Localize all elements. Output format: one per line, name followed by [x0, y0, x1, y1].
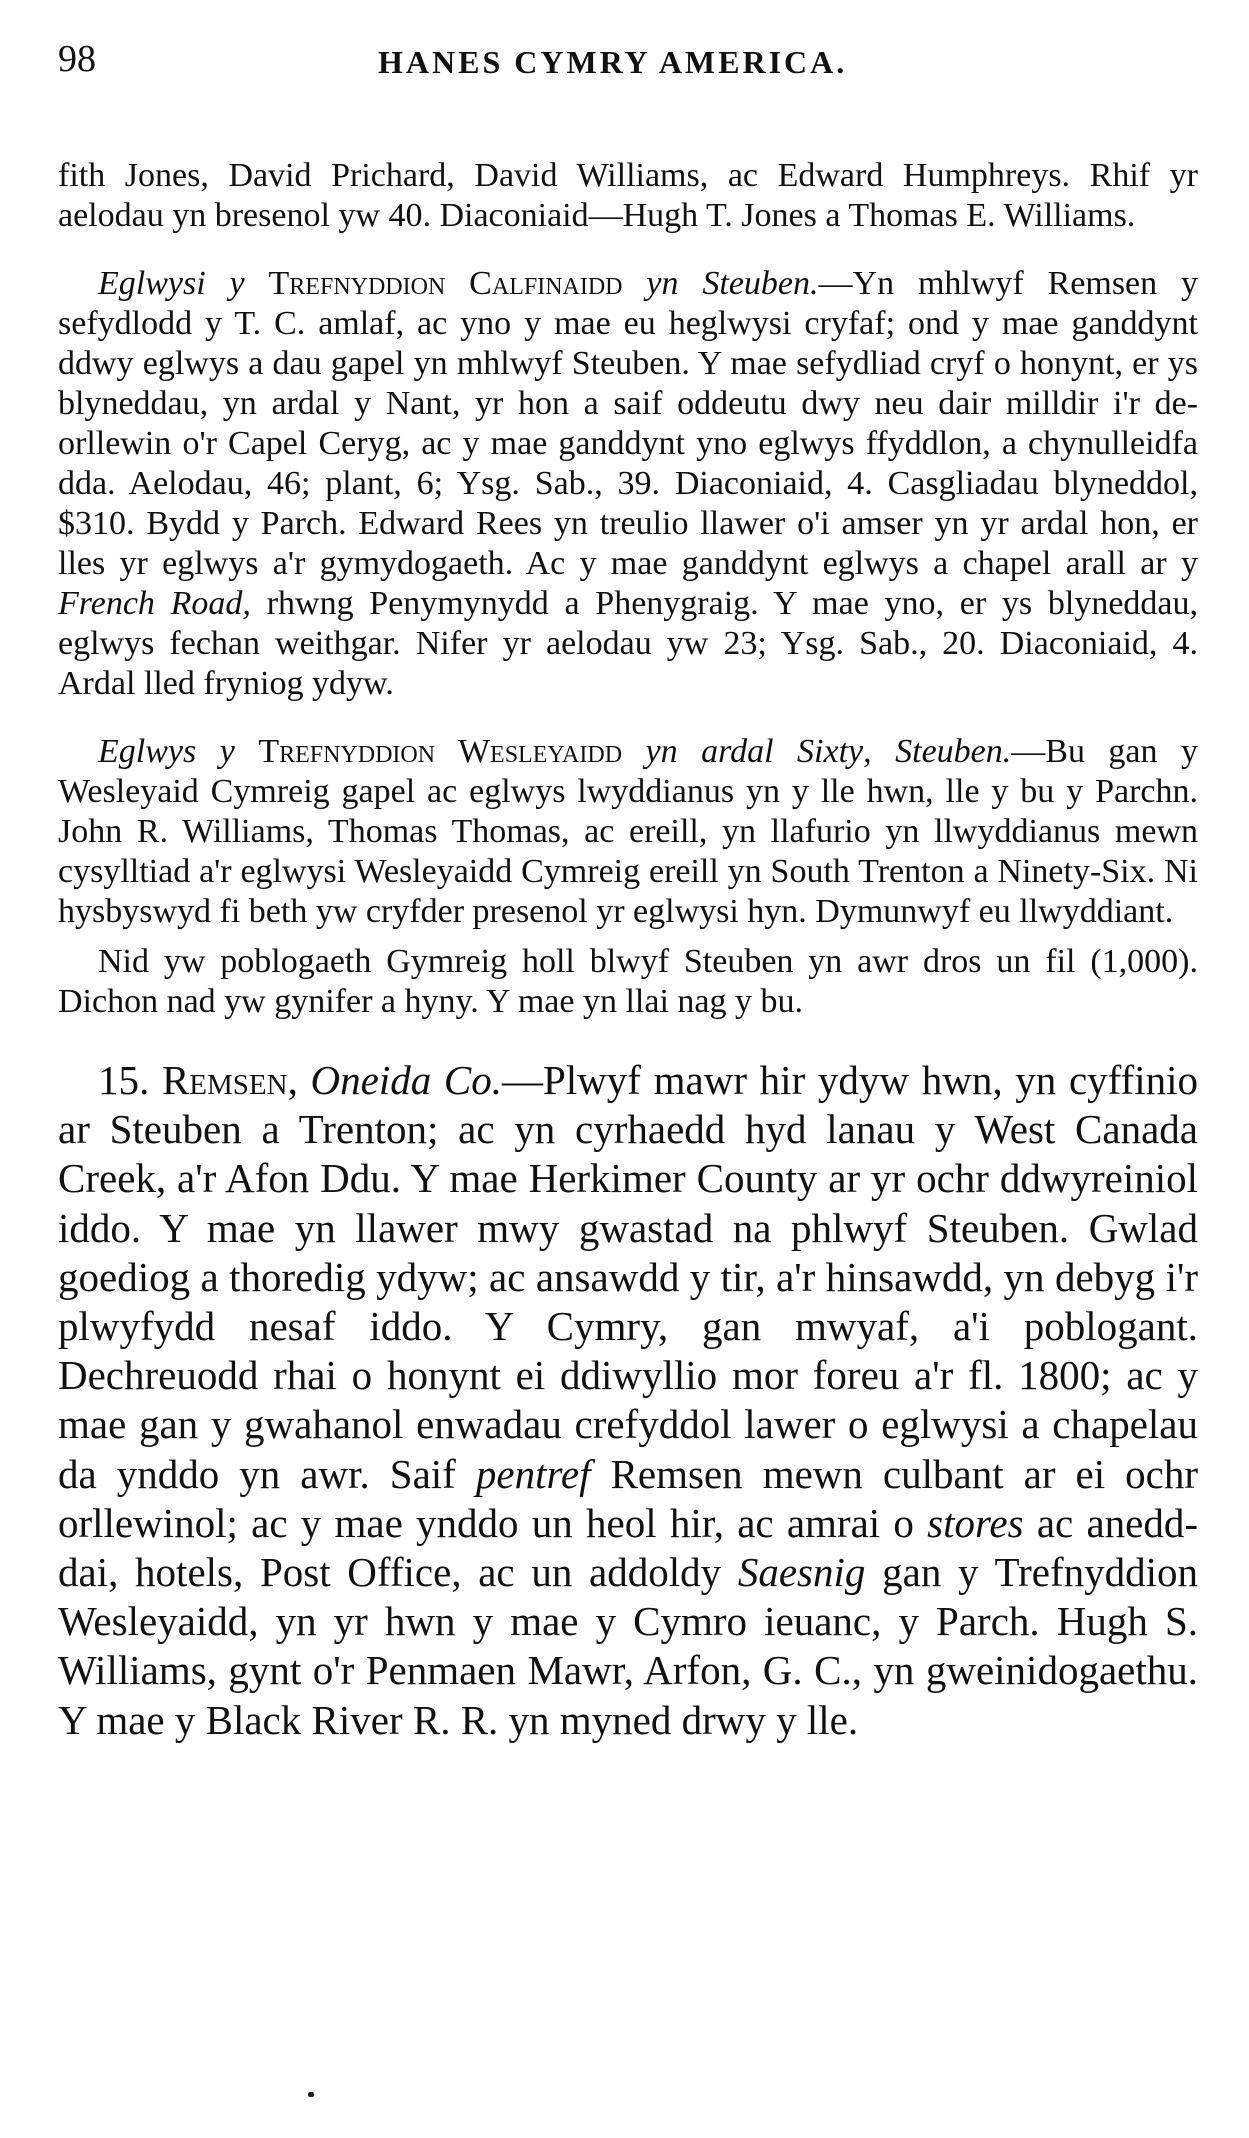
section-place: Remsen	[161, 1057, 288, 1103]
saesnig-italic: Saesnig	[737, 1549, 866, 1596]
section-body-1: —Plwyf mawr hir ydyw hwn, yn cyffinio ar Steuben a Trenton; ac yn cyrhaedd hyd lanau y West Canada Creek, a'r Afon Ddu. Y mae Herkimer County ar yr ochr ddwyreiniol iddo. Y mae yn llawer mwy gwastad na phlwyf Steuben. Gwlad goediog a thoredig ydyw; ac ansawdd y tir, a'r hinsawdd, yn debyg i'r plwyfydd nesaf iddo. Y Cymry, gan mwyaf, a'i poblogant. Dechreuodd rhai o honynt ei ddiwyllio mor foreu a'r fl. 1800; ac y mae gan y gwahanol enwadau crefyddol lawer o eglwysi a chapelau da ynddo yn awr. Saif	[58, 1057, 1198, 1497]
section-paragraph	[58, 1056, 1198, 1745]
lead-italic-place: yn Steuben.	[646, 265, 819, 302]
print-speck	[308, 2092, 314, 2097]
section-body-4: gan y Trefnyddion Wesleyaidd, yn yr hwn y mae y Cymro ieuanc, y Parch. Hugh S. Williams, gynt o'r Penmaen Mawr, Arfon, G. C., yn gweinidogaethu. Y mae y Black River R. R. yn myned drwy y lle.	[58, 1549, 1199, 1743]
page-number: 98	[58, 38, 96, 80]
small-print-section	[58, 156, 1198, 1022]
section-number: 15.	[98, 1057, 150, 1103]
lead-italic-place: yn ardal Sixty	[645, 733, 864, 770]
paragraph-text: Nid yw poblogaeth Gymreig holl blwyf Steuben yn awr dros un fil (1,000). Dichon nad yw gynifer a hyny. Y mae yn llai nag y bu.	[58, 943, 1198, 1020]
paragraph-continuation	[58, 156, 1198, 236]
paragraph-calvinistic-methodists	[58, 264, 1198, 704]
section-body-2: Remsen mewn culbant ar ei ochr orllewinol; ac y mae ynddo un heol hir, ac amrai o	[58, 1450, 1199, 1546]
stores-italic: stores	[927, 1499, 1024, 1546]
section-county: Oneida Co.	[310, 1057, 502, 1103]
book-page	[58, 36, 1198, 1745]
lead-italic-town: Steuben.	[895, 733, 1012, 770]
section-comma: ,	[287, 1057, 298, 1103]
paragraph-body: —Yn mhlwyf Remsen y sefydlodd y T. C. amlaf, ac yno y mae eu heglwysi cryfaf; ond y mae ganddynt ddwy eglwys a dau gapel yn mhlwyf Steuben. Y mae sefydliad cryf o honynt, er ys blyneddau, yn ardal y Nant, yr hon a saif oddeutu dwy neu dair milldir i'r de-orllewin o'r Capel Ceryg, ac y mae ganddynt yno eglwys ffyddlon, a chynulleidfa dda. Aelodau, 46; plant, 6; Ysg. Sab., 39. Diaconiaid, 4. Casgliadau blyneddol, $310. Bydd y Parch. Edward Rees yn treulio llawer o'i amser yn yr ardal hon, er lles yr eglwys a'r gymydogaeth. Ac y mae ganddynt eglwys a chapel arall ar y	[58, 265, 1199, 582]
lead-comma: ,	[863, 733, 872, 770]
paragraph-body: —Bu gan y Wesleyaid Cymreig gapel ac eglwys lwyddianus yn y lle hwn, lle y bu y Parchn. John R. Williams, Thomas Thomas, ac ereill, yn llafurio yn llwyddianus mewn cysylltiad a'r eglwysi Wesleyaidd Cymreig ereill yn South Trenton a Ninety-Six. Ni hysbyswyd fi beth yw cryfder presenol yr eglwysi hyn. Dymunwyf eu llwyddiant.	[58, 733, 1199, 930]
french-road-italic: French Road,	[58, 585, 251, 622]
paragraph-wesleyan-methodists	[58, 732, 1198, 932]
paragraph-population	[58, 942, 1198, 1022]
section-body-3: ac anedd-dai, hotels, Post Office, ac un addoldy	[58, 1499, 1198, 1596]
running-title: HANES CYMRY AMERICA.	[378, 44, 848, 80]
lead-small-caps: Trefnyddion Wesleyaidd	[258, 733, 623, 770]
lead-small-caps: Trefnyddion Calfinaidd	[268, 265, 623, 302]
page-header	[58, 36, 1198, 96]
section-15-remsen	[58, 1056, 1198, 1745]
lead-italic: Eglwys y	[98, 733, 235, 770]
pentref-italic: pentref	[475, 1450, 591, 1497]
lead-italic: Eglwysi y	[98, 265, 245, 302]
paragraph-text: fith Jones, David Prichard, David Williams, ac Edward Humphreys. Rhif yr aelodau yn bresenol yw 40. Diaconiaid—Hugh T. Jones a Thomas E. Williams.	[58, 157, 1198, 234]
paragraph-body-end: rhwng Penymynydd a Phenygraig. Y mae yno, er ys blyneddau, eglwys fechan weithgar. Nifer yr aelodau yw 23; Ysg. Sab., 20. Diaconiaid, 4. Ardal lled fryniog ydyw.	[58, 585, 1199, 702]
